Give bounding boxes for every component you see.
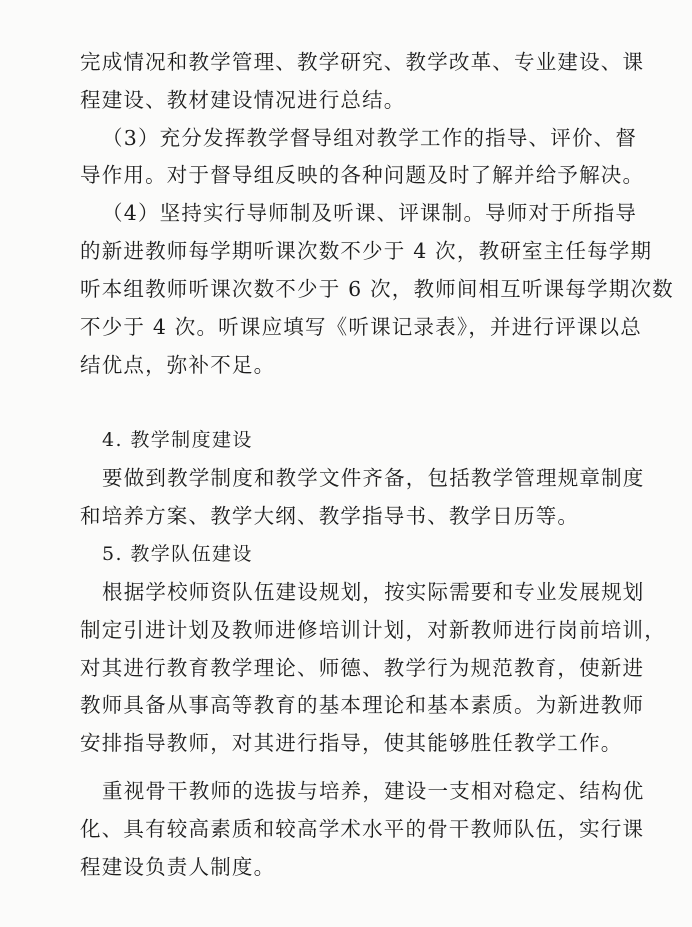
section-heading-5: 5. 教学队伍建设 (102, 543, 253, 565)
text-line-2: 程建设、教材建设情况进行总结。 (80, 88, 406, 112)
section-heading-4: 4. 教学制度建设 (102, 429, 253, 451)
text-line-7: 听本组教师听课次数不少于 6 次，教师间相互听课每学期次数 (80, 277, 674, 301)
text-line-16: 对其进行教育教学理论、师德、教学行为规范教育，使新进 (80, 656, 645, 680)
text-line-11: 要做到教学制度和教学文件齐备，包括教学管理规章制度 (102, 466, 645, 490)
text-line-14: 根据学校师资队伍建设规划，按实际需要和专业发展规划 (102, 580, 645, 604)
text-line-19: 重视骨干教师的选拔与培养，建设一支相对稳定、结构优 (102, 779, 645, 803)
text-line-5: （4）坚持实行导师制及听课、评课制。导师对于所指导 (102, 201, 638, 225)
text-line-6: 的新进教师每学期听课次数不少于 4 次，教研室主任每学期 (80, 239, 653, 263)
text-line-4: 导作用。对于督导组反映的各种问题及时了解并给予解决。 (80, 163, 645, 187)
text-line-12: 和培养方案、教学大纲、教学指导书、教学日历等。 (80, 504, 580, 528)
text-line-9: 结优点，弥补不足。 (80, 353, 276, 377)
text-line-8: 不少于 4 次。听课应填写《听课记录表》，并进行评课以总 (80, 315, 642, 339)
text-line-18: 安排指导教师，对其进行指导，使其能够胜任教学工作。 (80, 731, 623, 755)
text-line-15: 制定引进计划及教师进修培训计划，对新教师进行岗前培训， (80, 618, 666, 642)
text-line-17: 教师具备从事高等教育的基本理论和基本素质。为新进教师 (80, 693, 645, 717)
text-line-20: 化、具有较高素质和较高学术水平的骨干教师队伍，实行课 (80, 817, 645, 841)
text-line-21: 程建设负责人制度。 (80, 855, 276, 879)
text-line-1: 完成情况和教学管理、教学研究、教学改革、专业建设、课 (80, 50, 645, 74)
text-line-3: （3）充分发挥教学督导组对教学工作的指导、评价、督 (102, 126, 638, 150)
